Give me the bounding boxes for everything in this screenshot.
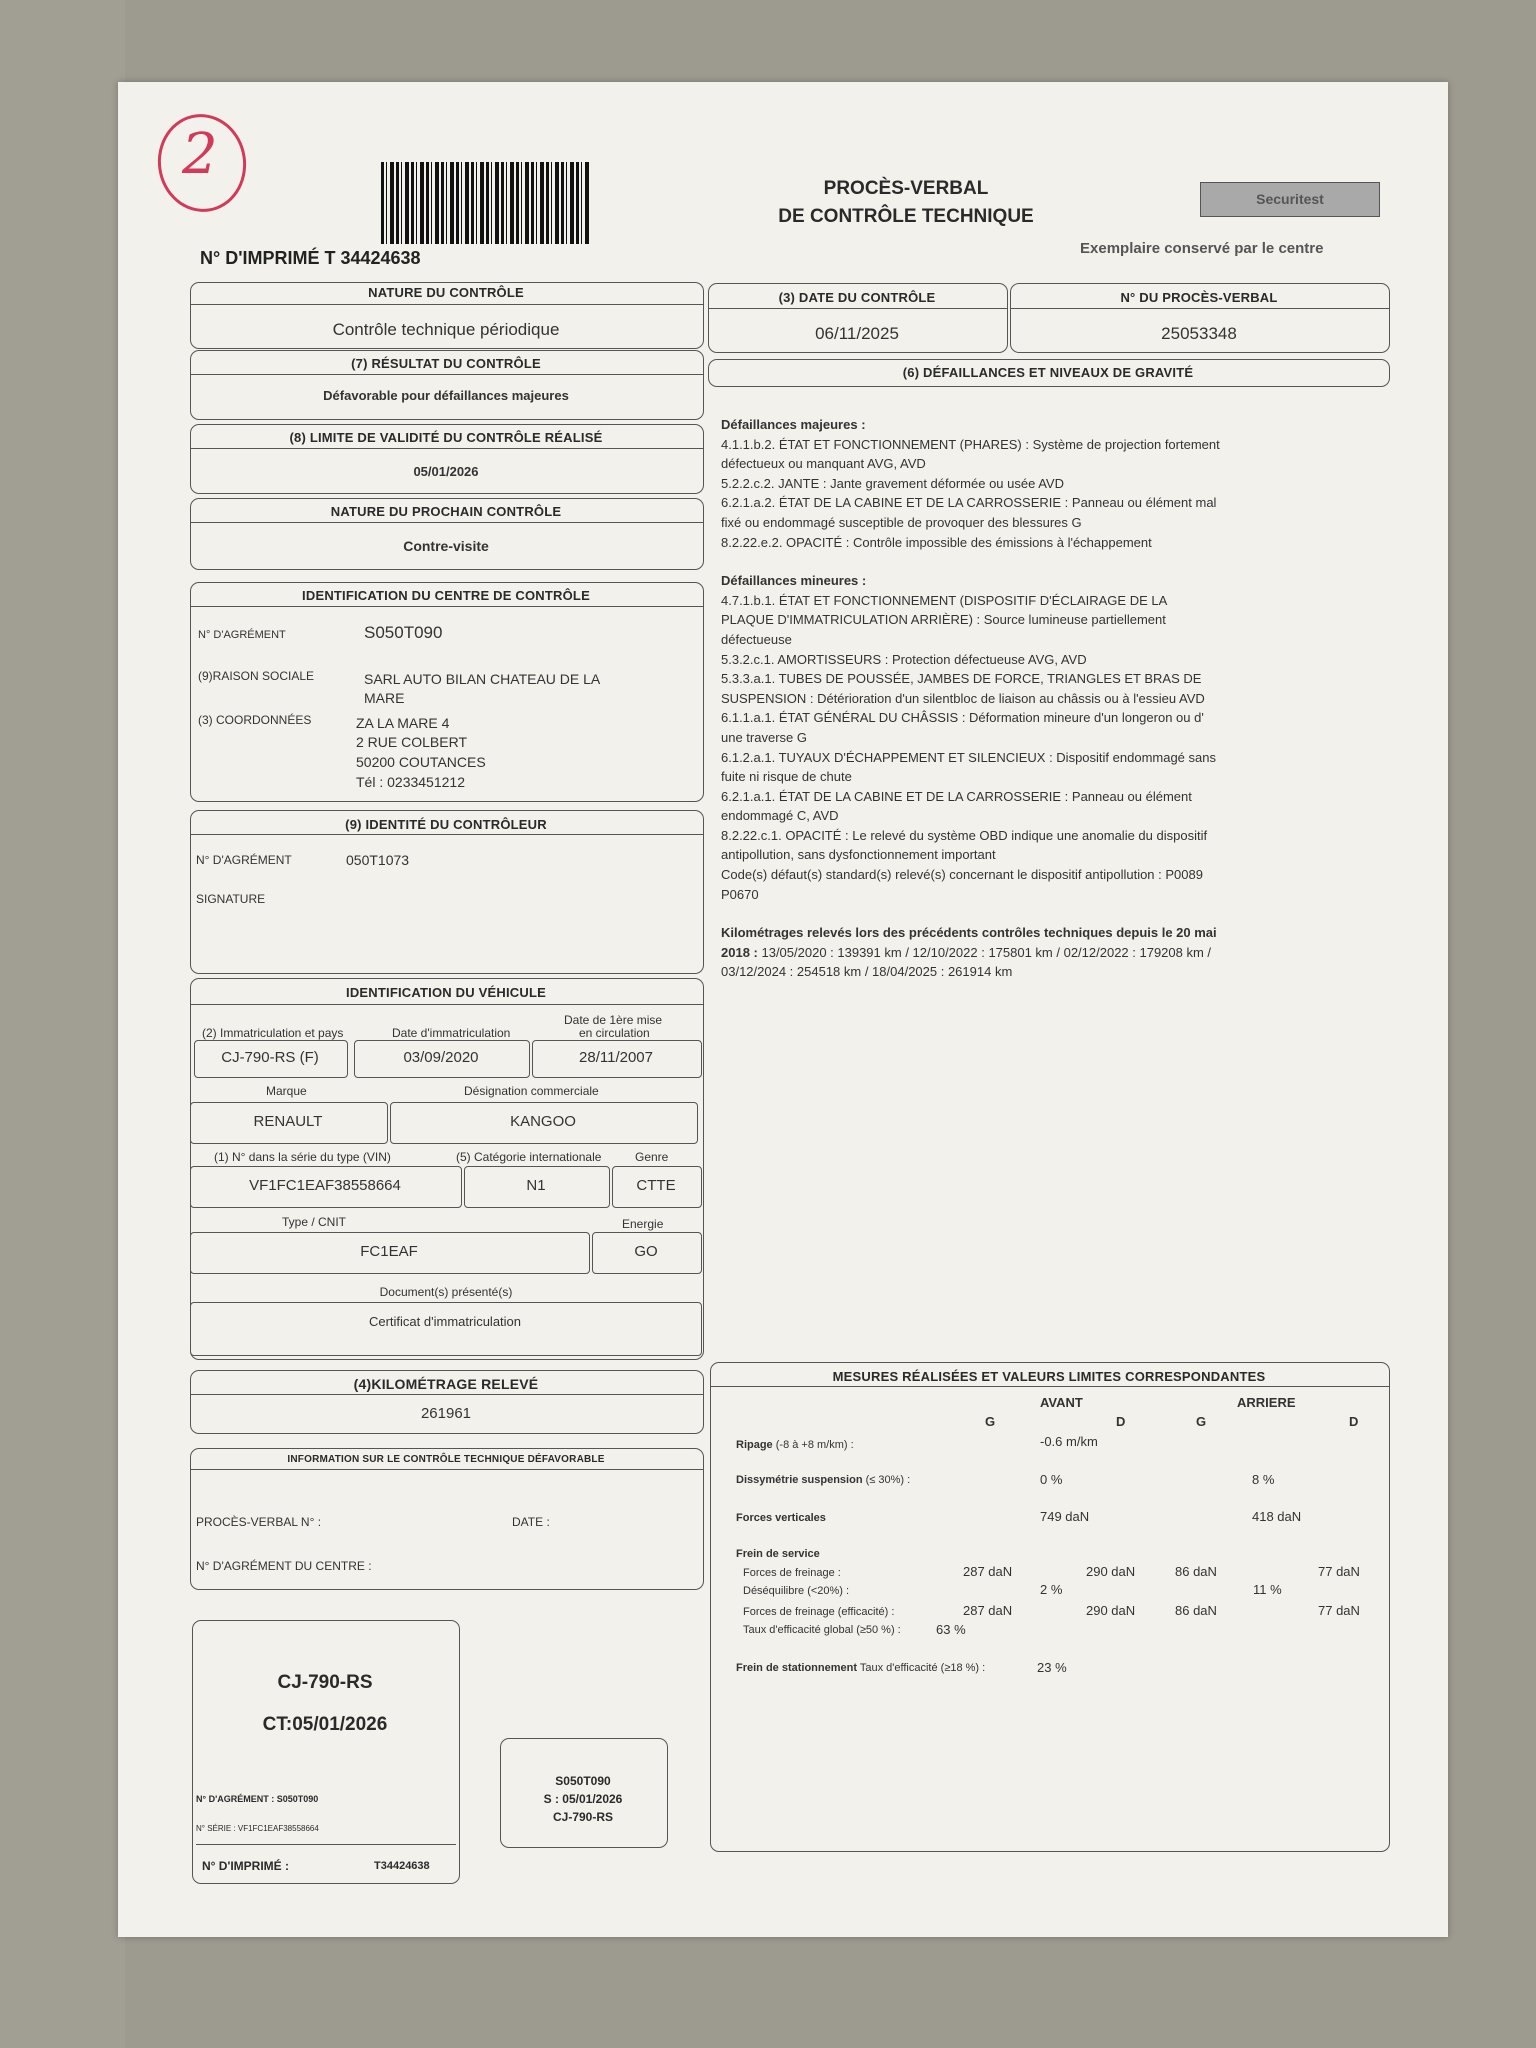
- dissymetrie-label: Dissymétrie suspension: [736, 1474, 863, 1486]
- kilometrage-divider: [190, 1394, 704, 1395]
- defaillances-text: [721, 415, 1321, 982]
- pv-label: N° DU PROCÈS-VERBAL: [1120, 290, 1278, 305]
- documents-label: Document(s) présenté(s): [379, 1285, 513, 1299]
- prochain-divider: [190, 522, 704, 523]
- mineure-line: endommagé C, AVD: [721, 808, 839, 824]
- info-pv-label: PROCÈS-VERBAL N° :: [196, 1515, 322, 1529]
- info-date-label: DATE :: [512, 1515, 550, 1529]
- info-divider: [190, 1469, 704, 1470]
- majeures-title: Défaillances majeures :: [721, 417, 866, 432]
- vin-value: VF1FC1EAF38558664: [249, 1177, 401, 1194]
- majeure-line: fixé ou endommagé susceptible de provoquer des blessures G: [721, 514, 1082, 530]
- resultat-label: (7) RÉSULTAT DU CONTRÔLE: [351, 356, 541, 371]
- majeure-line: 5.2.2.c.2. JANTE : Jante gravement déformée ou usée AVD: [721, 475, 1064, 491]
- mineure-line: 5.3.2.c.1. AMORTISSEURS : Protection défectueuse AVG, AVD: [721, 651, 1087, 667]
- resultat-value: Défavorable pour défaillances majeures: [323, 388, 569, 403]
- vignette-imprime-label: N° D'IMPRIMÉ :: [202, 1859, 289, 1873]
- mineure-line: 8.2.22.c.1. OPACITÉ : Le relevé du système OBD indique une anomalie du dispositif: [721, 827, 1208, 843]
- limite-value: 05/01/2026: [413, 464, 479, 479]
- stationnement-label: Frein de stationnement: [736, 1662, 858, 1674]
- ff-avant-d: 290 daN: [1086, 1564, 1136, 1579]
- stationnement-row: [736, 1662, 985, 1674]
- vehicule-label: IDENTIFICATION DU VÉHICULE: [346, 985, 546, 1000]
- exemplaire-note: Exemplaire conservé par le centre: [1080, 240, 1324, 257]
- limite-label: (8) LIMITE DE VALIDITÉ DU CONTRÔLE RÉALISÉ: [289, 430, 603, 445]
- info-agrement-label: N° D'AGRÉMENT DU CENTRE :: [196, 1559, 372, 1573]
- ff-avant-g: 287 daN: [963, 1564, 1013, 1579]
- documents-field: [190, 1302, 702, 1356]
- marque-label: Marque: [266, 1084, 307, 1098]
- raison-label: (9)RAISON SOCIALE: [198, 669, 315, 683]
- km-history-line1: [721, 943, 1321, 963]
- document-sheet: [118, 82, 1448, 1937]
- handwritten-mark-digit: 2: [182, 122, 218, 187]
- ffe-label: Forces de freinage (efficacité) :: [743, 1606, 895, 1618]
- mineure-line: fuite ni risque de chute: [721, 769, 852, 785]
- kilometrage-label: (4)KILOMÉTRAGE RELEVÉ: [353, 1376, 539, 1392]
- dissymetrie-row: [736, 1474, 910, 1486]
- ripage-limit: (-8 à +8 m/km) :: [772, 1439, 854, 1451]
- mineure-line: 6.1.1.a.1. ÉTAT GÉNÉRAL DU CHÂSSIS : Déformation mineure d'un longeron ou d': [721, 710, 1204, 726]
- pv-number: 25053348: [1161, 324, 1237, 343]
- coord-label: (3) COORDONNÉES: [198, 713, 312, 727]
- frein-service-label: Frein de service: [736, 1548, 820, 1560]
- date-immat-label: Date d'immatriculation: [392, 1026, 511, 1040]
- categorie-label: (5) Catégorie internationale: [456, 1150, 602, 1164]
- energie-label: Energie: [622, 1217, 664, 1231]
- imprime-number: N° D'IMPRIMÉ T 34424638: [200, 248, 421, 268]
- forces-verticales-arriere: 418 daN: [1252, 1509, 1302, 1524]
- kilometrage-value: 261961: [420, 1405, 472, 1422]
- nature-label: NATURE DU CONTRÔLE: [368, 285, 524, 300]
- mesures-label: MESURES RÉALISÉES ET VALEURS LIMITES CORRESPONDANTES: [832, 1369, 1266, 1384]
- dissymetrie-avant: 0 %: [1040, 1472, 1063, 1487]
- date-label: (3) DATE DU CONTRÔLE: [778, 290, 936, 305]
- prochain-value: Contre-visite: [403, 538, 489, 554]
- info-label: INFORMATION SUR LE CONTRÔLE TECHNIQUE DÉFAVORABLE: [287, 1454, 605, 1465]
- vignette-agrement: N° D'AGRÉMENT : S050T090: [196, 1794, 319, 1804]
- mineure-line: 6.1.2.a.1. TUYAUX D'ÉCHAPPEMENT ET SILENCIEUX : Dispositif endommagé sans: [721, 749, 1216, 765]
- centre-label: IDENTIFICATION DU CENTRE DE CONTRÔLE: [302, 588, 590, 603]
- limite-divider: [190, 448, 704, 449]
- type-label: Type / CNIT: [282, 1215, 347, 1229]
- control-date: 06/11/2025: [815, 324, 899, 343]
- address-line1: ZA LA MARE 4: [356, 715, 450, 731]
- majeure-line: 4.1.1.b.2. ÉTAT ET FONCTIONNEMENT (PHARES) : Système de projection fortement: [721, 436, 1220, 452]
- vignette-serie: N° SÉRIE : VF1FC1EAF38558664: [196, 1824, 319, 1833]
- mineure-line: 6.2.1.a.1. ÉTAT DE LA CABINE ET DE LA CARROSSERIE : Panneau ou élément: [721, 788, 1192, 804]
- forces-verticales-avant: 749 daN: [1040, 1509, 1090, 1524]
- km-history-values: 13/05/2020 : 139391 km / 12/10/2022 : 175801 km / 02/12/2022 : 179208 km /: [757, 944, 1212, 960]
- ffe-avant-d: 290 daN: [1086, 1603, 1136, 1618]
- controleur-agrement: 050T1073: [346, 852, 410, 868]
- mineure-line: SUSPENSION : Détérioration d'un silentbloc de liaison au châssis ou à l'essieu AVD: [721, 690, 1205, 706]
- mineure-line: Code(s) défaut(s) standard(s) relevé(s) concernant le dispositif antipollution : P0089: [721, 867, 1203, 883]
- spacer: [721, 552, 1321, 571]
- mineure-line: 5.3.3.a.1. TUBES DE POUSSÉE, JAMBES DE FORCE, TRIANGLES ET BRAS DE: [721, 671, 1202, 687]
- km-history-year: 2018 :: [721, 944, 758, 960]
- centre-divider: [190, 606, 704, 607]
- doc-title-line2: DE CONTRÔLE TECHNIQUE: [778, 206, 1034, 227]
- taux-global-value: 63 %: [936, 1622, 966, 1637]
- stationnement-value: 23 %: [1037, 1660, 1067, 1675]
- arriere-d-header: D: [1349, 1414, 1359, 1429]
- stamp-line3: CJ-790-RS: [552, 1810, 614, 1824]
- address-line3: 50200 COUTANCES: [356, 754, 486, 770]
- vehicule-divider: [190, 1004, 704, 1005]
- vignette-immat: CJ-790-RS: [277, 1672, 373, 1693]
- controleur-agrement-label: N° D'AGRÉMENT: [196, 853, 292, 867]
- avant-header: AVANT: [1040, 1395, 1083, 1410]
- vignette-divider: [196, 1844, 456, 1845]
- wall-background: [0, 0, 125, 2048]
- energie-value: GO: [634, 1243, 658, 1260]
- vignette-imprime: T34424638: [374, 1860, 430, 1872]
- km-history-title: Kilométrages relevés lors des précédents contrôles techniques depuis le 20 mai: [721, 925, 1217, 941]
- prochain-label: NATURE DU PROCHAIN CONTRÔLE: [330, 504, 562, 519]
- mineure-line: antipollution, sans dysfonctionnement important: [721, 847, 996, 863]
- documents-value: Certificat d'immatriculation: [368, 1314, 522, 1329]
- stamp-line1: S050T090: [555, 1774, 611, 1788]
- mineure-line: P0670: [721, 886, 759, 902]
- date-mise-value: 28/11/2007: [579, 1049, 653, 1066]
- forces-freinage-label: Forces de freinage :: [743, 1567, 841, 1579]
- mineures-title: Défaillances mineures :: [721, 573, 867, 589]
- date-divider: [708, 308, 1008, 309]
- mesures-divider: [710, 1386, 1390, 1387]
- dissymetrie-limit: (≤ 30%) :: [862, 1474, 911, 1486]
- categorie-value: N1: [526, 1177, 546, 1194]
- stationnement-limit: Taux d'efficacité (≥18 %) :: [857, 1662, 986, 1674]
- ffe-avant-g: 287 daN: [963, 1603, 1013, 1618]
- controleur-divider: [190, 834, 704, 835]
- immat-value: CJ-790-RS (F): [221, 1049, 319, 1066]
- desequilibre-arriere: 11 %: [1253, 1582, 1282, 1597]
- arriere-g-header: G: [1196, 1414, 1207, 1429]
- desequilibre-label: Déséquilibre (<20%) :: [743, 1585, 850, 1597]
- ff-arriere-d: 77 daN: [1318, 1564, 1360, 1579]
- ripage-value: -0.6 m/km: [1040, 1434, 1098, 1449]
- avant-g-header: G: [985, 1414, 996, 1429]
- nature-divider: [190, 304, 704, 305]
- brand-badge: Securitest: [1200, 182, 1380, 217]
- majeure-line: 6.2.1.a.2. ÉTAT DE LA CABINE ET DE LA CARROSSERIE : Panneau ou élément mal: [721, 495, 1217, 511]
- designation-label: Désignation commerciale: [464, 1084, 599, 1098]
- date-immat-value: 03/09/2020: [403, 1049, 479, 1066]
- ffe-arriere-g: 86 daN: [1175, 1603, 1217, 1618]
- signature-label: SIGNATURE: [196, 892, 266, 906]
- ripage-row: [736, 1439, 854, 1451]
- marque-value: RENAULT: [253, 1113, 323, 1130]
- immat-label: (2) Immatriculation et pays: [202, 1026, 344, 1040]
- majeure-line: 8.2.22.e.2. OPACITÉ : Contrôle impossible des émissions à l'échappement: [721, 534, 1152, 550]
- doc-title-line1: PROCÈS-VERBAL: [823, 178, 989, 199]
- majeure-line: défectueux ou manquant AVG, AVD: [721, 456, 926, 472]
- resultat-divider: [190, 374, 704, 375]
- km-history-line2: 03/12/2024 : 254518 km / 18/04/2025 : 261914 km: [721, 964, 1013, 980]
- centre-agrement-label: N° D'AGRÉMENT: [198, 629, 286, 641]
- date-mise-label-2: en circulation: [579, 1026, 650, 1040]
- stamp-line2: S : 05/01/2026: [543, 1792, 623, 1806]
- designation-value: KANGOO: [510, 1113, 576, 1130]
- avant-d-header: D: [1116, 1414, 1126, 1429]
- genre-label: Genre: [635, 1150, 669, 1164]
- mineure-line: défectueuse: [721, 631, 792, 647]
- nature-value: Contrôle technique périodique: [332, 320, 560, 339]
- vin-label: (1) N° dans la série du type (VIN): [214, 1150, 391, 1164]
- address-line2: 2 RUE COLBERT: [356, 734, 467, 750]
- vignette-ct-date: CT:05/01/2026: [262, 1714, 388, 1735]
- mineure-line: 4.7.1.b.1. ÉTAT ET FONCTIONNEMENT (DISPOSITIF D'ÉCLAIRAGE DE LA: [721, 592, 1168, 608]
- raison-line1: SARL AUTO BILAN CHATEAU DE LA: [364, 671, 601, 687]
- ripage-label: Ripage: [736, 1439, 773, 1451]
- spacer: [721, 904, 1321, 923]
- forces-verticales-label: Forces verticales: [736, 1512, 826, 1524]
- mineure-line: PLAQUE D'IMMATRICULATION ARRIÈRE) : Source lumineuse partiellement: [721, 612, 1166, 628]
- pv-divider: [1010, 308, 1390, 309]
- dissymetrie-arriere: 8 %: [1252, 1472, 1275, 1487]
- taux-global-label: Taux d'efficacité global (≥50 %) :: [743, 1624, 901, 1636]
- arriere-header: ARRIERE: [1237, 1395, 1296, 1410]
- date-mise-label-1: Date de 1ère mise: [564, 1013, 663, 1027]
- centre-agrement: S050T090: [364, 623, 443, 642]
- barcode: [381, 162, 591, 244]
- centre-telephone: Tél : 0233451212: [356, 774, 465, 790]
- controleur-label: (9) IDENTITÉ DU CONTRÔLEUR: [345, 817, 547, 832]
- type-value: FC1EAF: [360, 1243, 418, 1260]
- mineure-line: une traverse G: [721, 729, 807, 745]
- ffe-arriere-d: 77 daN: [1318, 1603, 1360, 1618]
- raison-line2: MARE: [364, 690, 405, 706]
- ff-arriere-g: 86 daN: [1175, 1564, 1217, 1579]
- genre-value: CTTE: [636, 1177, 676, 1194]
- defaillances-label: (6) DÉFAILLANCES ET NIVEAUX DE GRAVITÉ: [902, 365, 1194, 380]
- desequilibre-avant: 2 %: [1040, 1582, 1063, 1597]
